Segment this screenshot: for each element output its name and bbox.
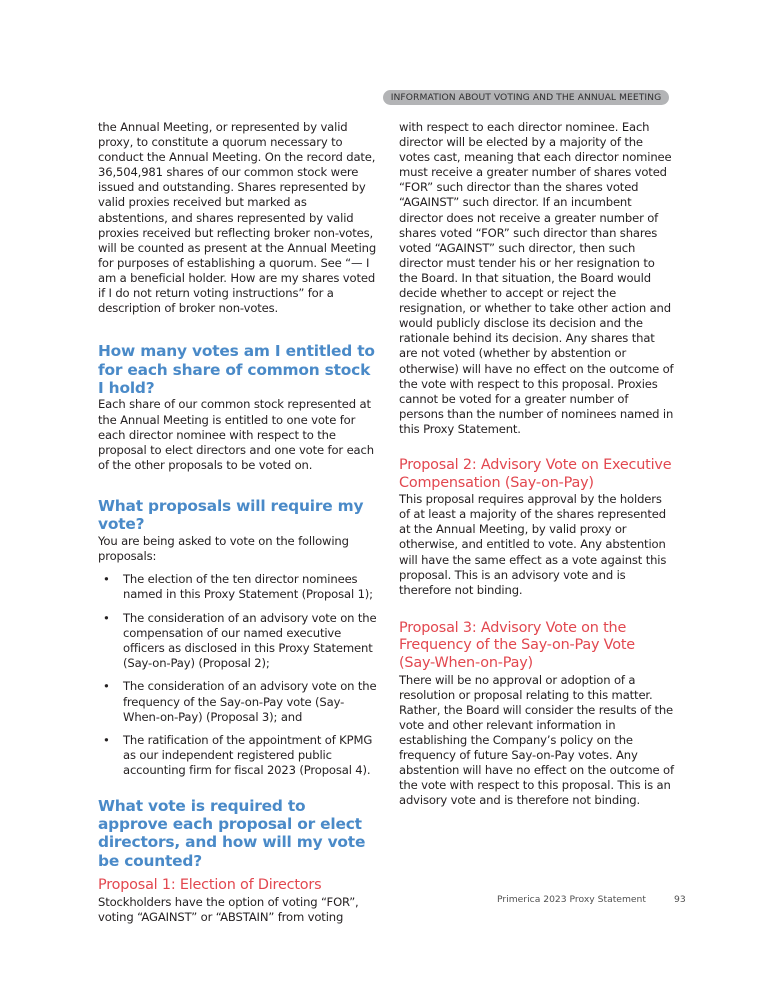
votes-per-share-paragraph: Each share of our common stock represented at the Annual Meeting is entitled to one vote for each director nominee with respect to the proposal to elect directors and one vote for each of the other proposals to be voted on. <box>98 397 374 472</box>
proposal-1-heading: Proposal 1: Election of Directors <box>98 877 322 894</box>
section-header-pill: INFORMATION ABOUT VOTING AND THE ANNUAL MEETING <box>383 90 669 105</box>
question-heading-votes-per-share: How many votes am I entitled to for each share of common stock I hold? <box>98 342 375 398</box>
intro-paragraph: the Annual Meeting, or represented by valid proxy, to constitute a quorum necessary to conduct the Annual Meeting. On the record date, 36,504,981 shares of our common stock were issued and outstanding. Shares represented by valid proxies received but marked as abstentions, and shares represented by valid proxies received but reflecting broker non-votes, will be counted as present at the Annual Meeting for purposes of establishing a quorum. See “— I am a beneficial holder. How are my shares voted if I do not return voting instructions” for a description of broker non-votes. <box>98 120 377 316</box>
proposals-intro-paragraph: You are being asked to vote on the following proposals: <box>98 533 349 563</box>
publication-title: Primerica 2023 Proxy Statement <box>497 894 646 905</box>
proposal-3-heading: Proposal 3: Advisory Vote on the Frequency of the Say-on-Pay Vote (Say-When-on-Pay) <box>399 619 635 671</box>
list-item: • The election of the ten director nominees named in this Proxy Statement (Proposal 1); <box>103 571 373 601</box>
list-item: • The consideration of an advisory vote on the compensation of our named executive officers as disclosed in this Proxy Statement (Say-on-Pay) (Proposal 2); <box>103 610 377 670</box>
question-heading-proposals: What proposals will require my vote? <box>98 496 364 534</box>
bullet-icon: • <box>103 571 110 586</box>
proposal-3-paragraph: There will be no approval or adoption of a resolution or proposal relating to this matter. Rather, the Board will consider the results of the vote and other relevant information in establishing the Company’s policy on the frequency of future Say-on-Pay votes. Any abstention will have no effect on the outcome of the vote with respect to this proposal. This is an advisory vote and is therefore not binding. <box>399 672 674 808</box>
bullet-icon: • <box>103 733 110 748</box>
proposals-list <box>98 572 378 779</box>
left-column <box>98 120 378 925</box>
proposal-2-paragraph: This proposal requires approval by the holders of at least a majority of the shares represented at the Annual Meeting, by valid proxy or otherwise, and entitled to vote. Any abstention will have the same effect as a vote against this proposal. This is an advisory vote and is therefore not binding. <box>399 492 667 597</box>
page-footer <box>497 894 686 905</box>
list-item: • The consideration of an advisory vote on the frequency of the Say-on-Pay vote (Say-When-on-Pay) (Proposal 3); and <box>103 679 377 724</box>
list-item: • The ratification of the appointment of KPMG as our independent registered public accounting firm for fiscal 2023 (Proposal 4). <box>103 733 373 778</box>
proposal-2-heading: Proposal 2: Advisory Vote on Executive Compensation (Say-on-Pay) <box>399 456 672 491</box>
right-column <box>399 120 674 808</box>
question-heading-vote-required: What vote is required to approve each proposal or elect directors, and how will my vote be counted? <box>98 796 366 870</box>
bullet-icon: • <box>103 610 110 625</box>
proposal-1-paragraph-continued: with respect to each director nominee. Each director will be elected by a majority of the votes cast, meaning that each director nominee must receive a greater number of shares voted “FOR” such director than the shares voted “AGAINST” such director. If an incumbent director does not receive a greater number of shares voted “FOR” such director than shares voted “AGAINST” such director, then such director must tender his or her resignation to the Board. In that situation, the Board would decide whether to accept or reject the resignation, or whether to take other action and would publicly disclose its decision and the rationale behind its decision. Any shares that are not voted (whether by abstention or otherwise) will have no effect on the outcome of the vote with respect to this proposal. Proxies cannot be voted for a greater number of persons than the number of nominees named in this Proxy Statement. <box>399 120 674 436</box>
proposal-1-paragraph-start: Stockholders have the option of voting “FOR”, voting “AGAINST” or “ABSTAIN” from voting <box>98 894 359 924</box>
bullet-icon: • <box>103 679 110 694</box>
page-number: 93 <box>673 894 686 905</box>
